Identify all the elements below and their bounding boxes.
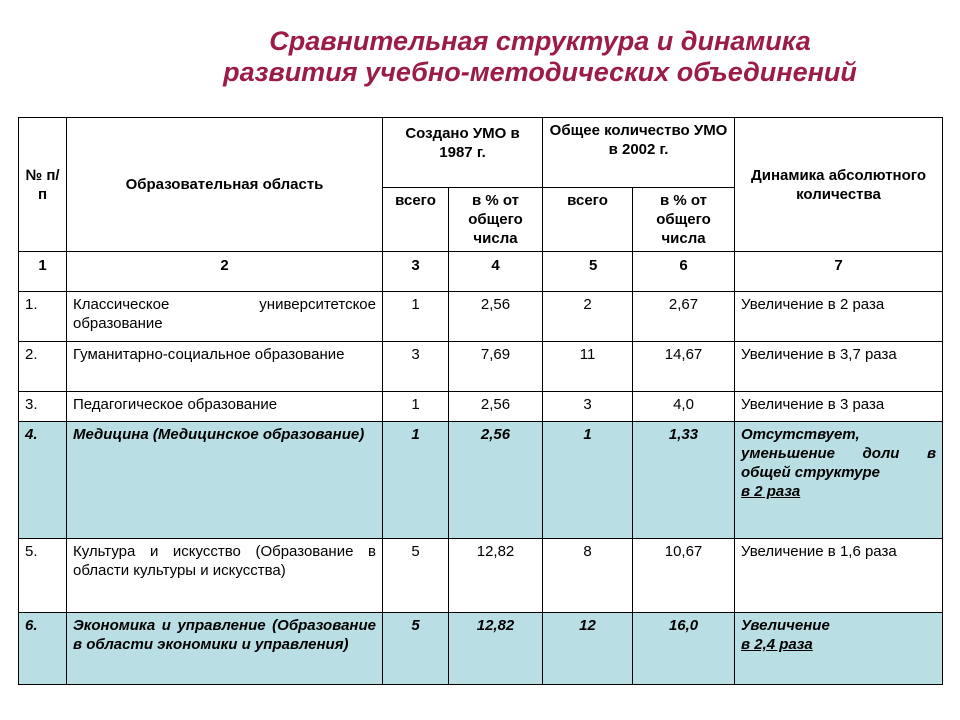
dynamics-underlined: в 2,4 раза	[741, 636, 813, 653]
cell-dynamics	[735, 613, 943, 685]
cell-count-1987: 5	[383, 539, 449, 613]
cell-num: 2.	[19, 342, 67, 392]
cell-pct-2002: 1,33	[633, 422, 735, 539]
header-num: № п/п	[19, 118, 67, 252]
cell-area: Культура и искусство (Образование в области культуры и искусства)	[67, 539, 383, 613]
cell-area: Экономика и управление (Образование в области экономики и управления)	[67, 613, 383, 685]
header-sub-pct-1987: в % от общего числа	[449, 188, 543, 252]
cell-count-1987: 1	[383, 392, 449, 422]
cell-pct-2002: 16,0	[633, 613, 735, 685]
cell-area: Классическое университетское образование	[67, 292, 383, 342]
cell-area: Педагогическое образование	[67, 392, 383, 422]
cell-dynamics: Увеличение в 3 раза	[735, 392, 943, 422]
title-line-1: Сравнительная структура и динамика	[269, 26, 811, 56]
col-number: 4	[449, 252, 543, 292]
cell-num: 6.	[19, 613, 67, 685]
cell-pct-1987: 12,82	[449, 539, 543, 613]
cell-dynamics: Увеличение в 3,7 раза	[735, 342, 943, 392]
cell-count-2002: 1	[543, 422, 633, 539]
header-total-2002: Общее количество УМО в 2002 г.	[543, 118, 735, 188]
cell-num: 5.	[19, 539, 67, 613]
cell-count-1987: 5	[383, 613, 449, 685]
slide-title	[0, 26, 960, 88]
cell-count-2002: 8	[543, 539, 633, 613]
cell-pct-2002: 10,67	[633, 539, 735, 613]
table-row	[19, 392, 943, 422]
cell-num: 4.	[19, 422, 67, 539]
cell-pct-2002: 4,0	[633, 392, 735, 422]
cell-dynamics	[735, 422, 943, 539]
cell-count-1987: 1	[383, 422, 449, 539]
cell-area: Медицина (Медицинское образование)	[67, 422, 383, 539]
col-number: 6	[633, 252, 735, 292]
col-number: 3	[383, 252, 449, 292]
cell-pct-1987: 2,56	[449, 422, 543, 539]
col-number: 5	[543, 252, 633, 292]
header-sub-total-1987: всего	[383, 188, 449, 252]
dynamics-text: Увеличение	[741, 617, 830, 634]
col-number: 1	[19, 252, 67, 292]
col-number: 7	[735, 252, 943, 292]
header-dynamics: Динамика абсолютного количества	[735, 118, 943, 252]
cell-pct-1987: 12,82	[449, 613, 543, 685]
cell-num: 3.	[19, 392, 67, 422]
dynamics-text: Отсутствует, уменьшение доли в общей структуре	[741, 426, 937, 481]
header-sub-pct-2002: в % от общего числа	[633, 188, 735, 252]
cell-count-2002: 3	[543, 392, 633, 422]
cell-area: Гуманитарно-социальное образование	[67, 342, 383, 392]
cell-pct-1987: 2,56	[449, 392, 543, 422]
cell-count-1987: 1	[383, 292, 449, 342]
cell-pct-1987: 2,56	[449, 292, 543, 342]
cell-pct-1987: 7,69	[449, 342, 543, 392]
cell-count-2002: 11	[543, 342, 633, 392]
cell-pct-2002: 2,67	[633, 292, 735, 342]
dynamics-underlined: в 2 раза	[741, 483, 801, 500]
cell-count-2002: 2	[543, 292, 633, 342]
cell-num: 1.	[19, 292, 67, 342]
table-row	[19, 422, 943, 539]
table-row	[19, 292, 943, 342]
table-row	[19, 539, 943, 613]
header-sub-total-2002: всего	[543, 188, 633, 252]
table-row	[19, 613, 943, 685]
umo-structure-table	[18, 117, 943, 685]
header-created-1987: Создано УМО в 1987 г.	[383, 118, 543, 188]
title-line-2: развития учебно-методических объединений	[223, 57, 857, 87]
cell-dynamics: Увеличение в 2 раза	[735, 292, 943, 342]
cell-count-1987: 3	[383, 342, 449, 392]
cell-dynamics: Увеличение в 1,6 раза	[735, 539, 943, 613]
cell-pct-2002: 14,67	[633, 342, 735, 392]
col-number: 2	[67, 252, 383, 292]
table-row	[19, 342, 943, 392]
cell-count-2002: 12	[543, 613, 633, 685]
header-area: Образовательная область	[67, 118, 383, 252]
